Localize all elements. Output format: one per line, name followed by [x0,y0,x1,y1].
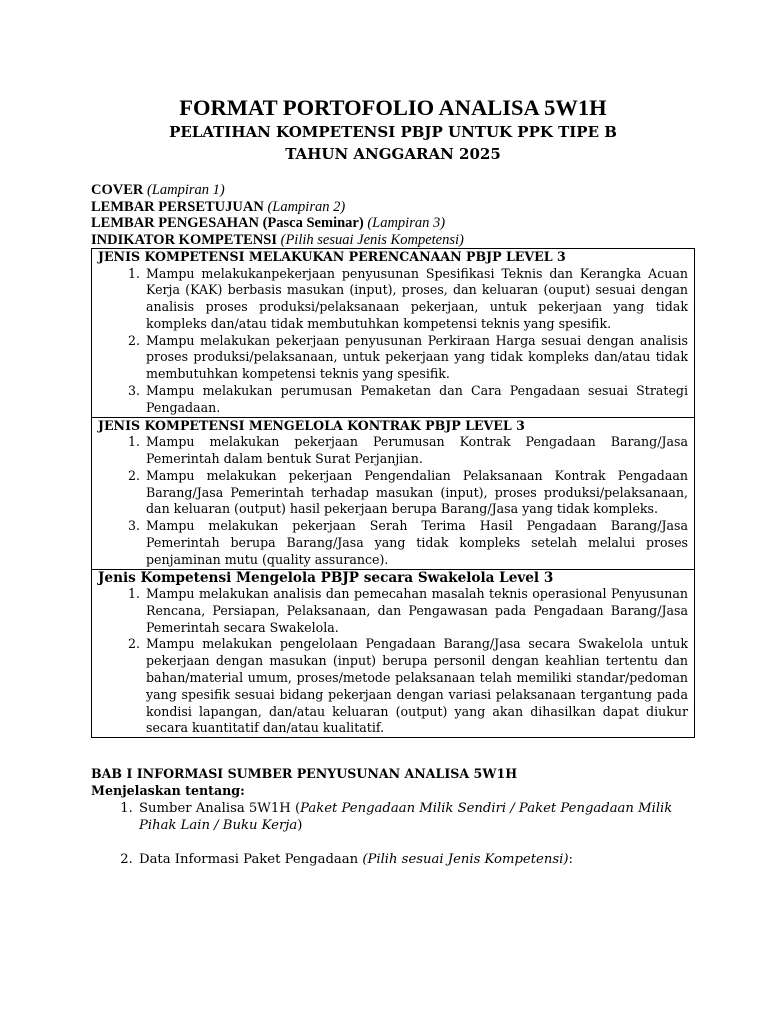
attachment-label: INDIKATOR KOMPETENSI [91,231,277,248]
competency-indicator-list [92,434,694,568]
chapter-item-data [137,851,695,868]
competency-indicator: 1. Mampu melakukan pekerjaan Perumusan Kontrak Pengadaan Barang/Jasa Pemerintah dalam bentuk Surat Perjanjian. [144,434,688,468]
competency-heading: JENIS KOMPETENSI MELAKUKAN PERENCANAAN PBJP LEVEL 3 [98,249,566,264]
attachment-approval [91,199,695,216]
attachment-indicator [91,232,695,249]
item-text: Data Informasi Paket Pengadaan [139,851,363,867]
attachment-note: (Lampiran 1) [147,182,225,198]
attachment-cover [91,182,695,199]
competency-box-swakelola [91,570,695,739]
attachment-label: COVER [91,182,144,198]
document-subtitle-year: TAHUN ANGGARAN 2025 [285,145,501,163]
competency-indicator: 2. Mampu melakukan pengelolaan Pengadaan Barang/Jasa secara Swakelola untuk pekerjaan dengan masukan (input) berupa personil dengan keahlian tertentu dan bahan/material umum, proses/metode pelaksanaan telah memiliki standar/pedoman yang spesifik sesuai bidang pekerjaan dengan variasi pelaksanaan tergantung pada kondisi lapangan, dan/atau keluaran (output) yang akan dihasilkan dapat diukur secara kuantitatif dan/atau kualitatif. [144,636,688,737]
attachment-ratification [91,215,695,232]
chapter-1 [91,766,695,868]
document-page [91,94,695,868]
competency-box-planning [91,248,695,418]
attachment-label: LEMBAR PENGESAHAN (Pasca Seminar) [91,215,364,231]
attachment-list [91,182,695,248]
competency-indicator: 1. Mampu melakukan analisis dan pemecahan masalah teknis operasional Penyusunan Rencana, Persiapan, Pelaksanaan, dan Pengawasan pada Pengadaan Barang/Jasa Pemerintah secara Swakelola. [144,586,688,636]
chapter-item-source [137,800,695,834]
attachment-note: (Pilih sesuai Jenis Kompetensi) [280,231,464,248]
competency-indicator: 2. Mampu melakukan pekerjaan Pengendalian Pelaksanaan Kontrak Pengadaan Barang/Jasa Pemerintah terhadap masukan (input), proses produksi/pelaksanaan, dan keluaran (output) hasil pekerjaan berupa Barang/Jasa yang tidak kompleks. [144,468,688,518]
competency-box-contract [91,418,695,570]
competency-heading: JENIS KOMPETENSI MENGELOLA KONTRAK PBJP LEVEL 3 [98,417,525,433]
chapter-intro: Menjelaskan tentang: [91,783,245,799]
competency-indicator: 2. Mampu melakukan pekerjaan penyusunan Perkiraan Harga sesuai dengan analisis proses produksi/pelaksanaan, untuk pekerjaan yang tidak kompleks dan/atau tidak membutuhkan kompetensi teknis yang spesifik. [144,333,688,383]
document-subtitle-training: PELATIHAN KOMPETENSI PBJP UNTUK PPK TIPE B [169,123,617,141]
competency-indicator-list [92,586,694,737]
competency-indicator: 3. Mampu melakukan perumusan Pemaketan dan Cara Pengadaan sesuai Strategi Pengadaan. [144,383,688,417]
competency-heading: Jenis Kompetensi Mengelola PBJP secara Swakelola Level 3 [98,569,554,586]
item-close: : [568,851,573,867]
item-close: ) [297,817,303,833]
attachment-note: (Lampiran 2) [267,198,346,215]
attachment-note: (Lampiran 3) [367,215,446,231]
competency-indicator-list [92,266,694,417]
item-note: (Pilih sesuai Jenis Kompetensi) [362,851,569,867]
chapter-item-list [91,800,695,868]
competency-indicator: 1. Mampu melakukanpekerjaan penyusunan Spesifikasi Teknis dan Kerangka Acuan Kerja (KAK) berbasis masukan (input), proses, dan keluaran (ouput) sesuai dengan analisis proses produksi/pelaksanaan pekerjaan, untuk pekerjaan yang tidak kompleks dan/atau tidak membutuhkan kompetensi teknis yang spesifik. [144,266,688,333]
item-note: Paket Pengadaan Milik Sendiri / Paket Pengadaan Milik Pihak Lain / Buku Kerja [139,800,673,833]
competency-indicator: 3. Mampu melakukan pekerjaan Serah Terima Hasil Pengadaan Barang/Jasa Pemerintah berupa Barang/Jasa yang tidak kompleks setelah melalui proses penjaminan mutu (quality assurance). [144,518,688,568]
document-title: FORMAT PORTOFOLIO ANALISA 5W1H [179,95,607,120]
chapter-heading: BAB I INFORMASI SUMBER PENYUSUNAN ANALISA 5W1H [91,766,518,782]
item-text: Sumber Analisa 5W1H ( [139,800,301,816]
attachment-label: LEMBAR PERSETUJUAN [91,198,264,215]
